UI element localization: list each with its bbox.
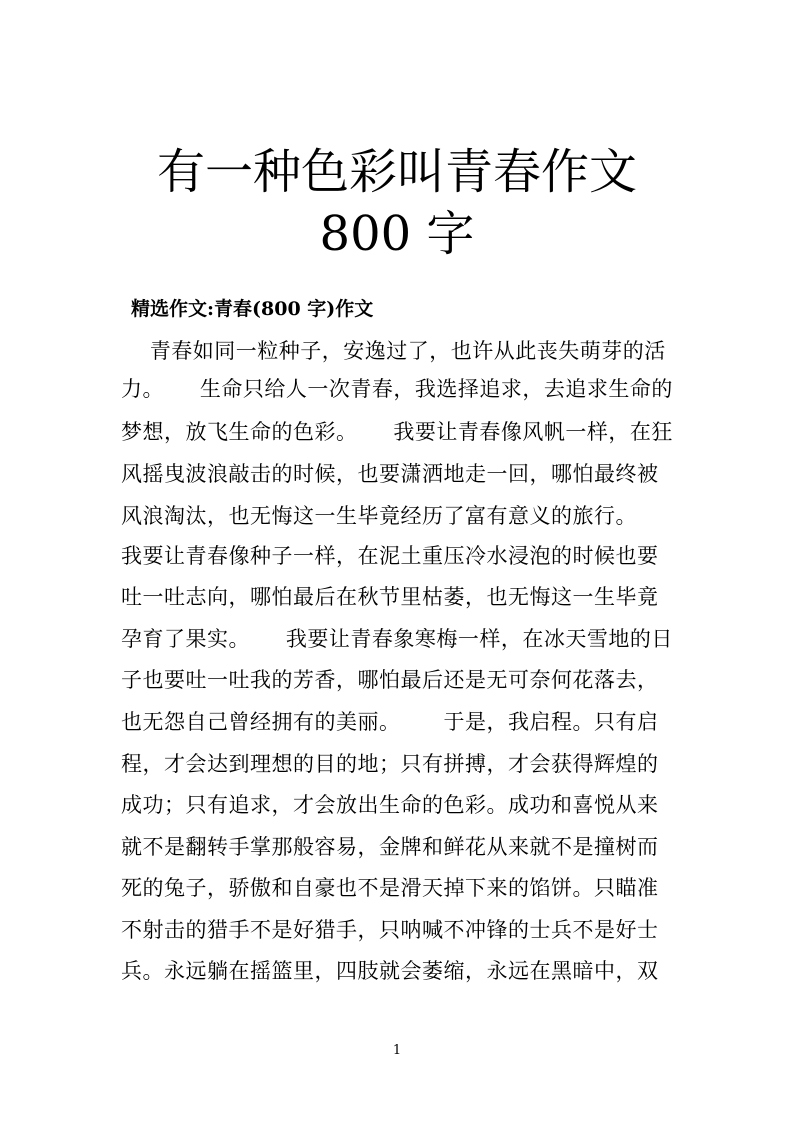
body-line: 也无怨自己曾经拥有的美丽。 于是，我启程。只有启 xyxy=(121,710,659,734)
document-title-line-1: 有一种色彩叫青春作文 xyxy=(156,144,637,200)
body-line: 不射击的猎手不是好猎手，只呐喊不冲锋的士兵不是好士 xyxy=(121,918,659,942)
body-line: 兵。永远躺在摇篮里，四肢就会萎缩，永远在黑暗中，双 xyxy=(121,959,659,983)
body-line: 青春如同一粒种子，安逸过了，也许从此丧失萌芽的活 xyxy=(121,339,666,363)
body-line: 就不是翻转手掌那般容易，金牌和鲜花从来就不是撞树而 xyxy=(121,835,659,859)
document-title-line-2: 800 字 xyxy=(319,206,475,262)
document-subtitle: 精选作文:青春(800 字)作文 xyxy=(131,298,374,320)
body-line: 孕育了果实。 我要让青春象寒梅一样，在冰天雪地的日 xyxy=(121,627,673,651)
body-line: 子也要吐一吐我的芳香，哪怕最后还是无可奈何花落去， xyxy=(121,668,659,692)
body-line: 程，才会达到理想的目的地；只有拼搏，才会获得辉煌的 xyxy=(121,752,659,776)
body-line: 死的兔子，骄傲和自豪也不是滑天掉下来的馅饼。只瞄准 xyxy=(121,876,659,900)
page-number: 1 xyxy=(392,1043,402,1058)
body-line: 力。 生命只给人一次青春，我选择追求，去追求生命的 xyxy=(121,377,673,401)
body-line: 我要让青春像种子一样，在泥土重压冷水浸泡的时候也要 xyxy=(121,544,659,568)
body-line: 吐一吐志向，哪怕最后在秋节里枯萎，也无悔这一生毕竟 xyxy=(121,585,659,609)
body-line: 梦想，放飞生命的色彩。 我要让青春像风帆一样，在狂 xyxy=(121,420,673,444)
body-line: 风浪淘汰，也无悔这一生毕竟经历了富有意义的旅行。 xyxy=(121,504,637,528)
body-line: 风摇曳波浪敲击的时候，也要潇洒地走一回，哪怕最终被 xyxy=(121,462,659,486)
body-line: 成功；只有追求，才会放出生命的色彩。成功和喜悦从来 xyxy=(121,793,659,817)
